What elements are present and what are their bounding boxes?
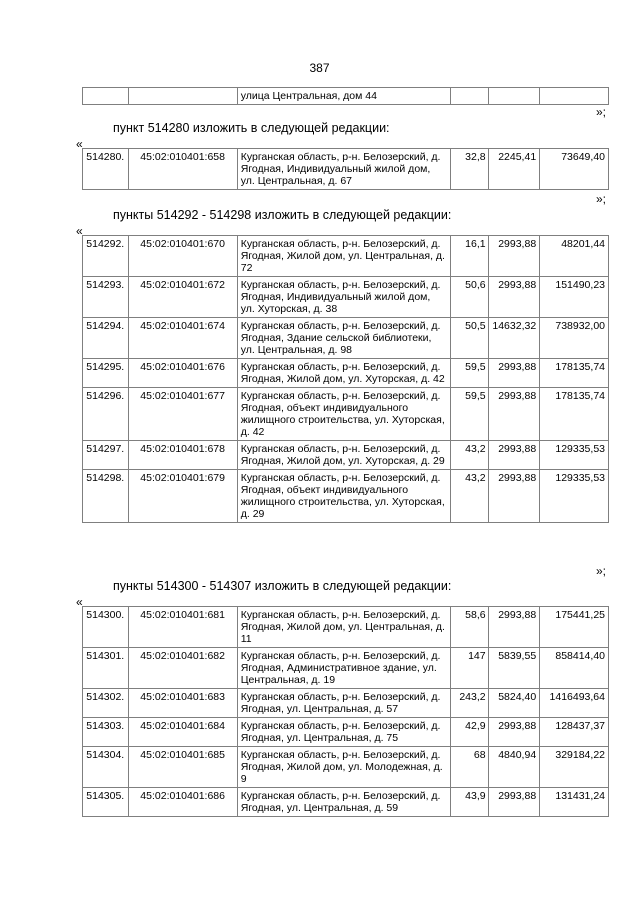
cell-cadastral-number: 45:02:010401:682 <box>128 648 237 689</box>
section-heading: пункт 514280 изложить в следующей редакции: <box>113 121 390 135</box>
cell-cadastral-number: 45:02:010401:658 <box>128 149 237 190</box>
cell-row-number: 514305. <box>83 788 129 817</box>
cell-cadastral-value: 128437,37 <box>540 718 609 747</box>
cell-cadastral-value: 178135,74 <box>540 359 609 388</box>
cell-cadastral-number: 45:02:010401:672 <box>128 277 237 318</box>
opening-quote: « <box>76 224 83 238</box>
cell-row-number: 514301. <box>83 648 129 689</box>
table-row <box>83 747 609 788</box>
table-row <box>83 441 609 470</box>
cell-unit-price: 2993,88 <box>488 470 540 523</box>
table-row <box>83 718 609 747</box>
cell-cadastral-value: 329184,22 <box>540 747 609 788</box>
cell-address: Курганская область, р-н. Белозерский, д. Ягодная, Административное здание, ул. Центральная, д. 19 <box>237 648 450 689</box>
cell-cadastral-value: 178135,74 <box>540 388 609 441</box>
page-number: 387 <box>309 61 330 75</box>
table-row <box>83 388 609 441</box>
cell-area: 59,5 <box>451 388 488 441</box>
cell-area: 59,5 <box>451 359 488 388</box>
cell-row-number <box>83 88 129 105</box>
cell-address: Курганская область, р-н. Белозерский, д. Ягодная, ул. Центральная, д. 59 <box>237 788 450 817</box>
cell-area: 50,5 <box>451 318 488 359</box>
cell-unit-price: 2993,88 <box>488 788 540 817</box>
cell-unit-price: 2993,88 <box>488 359 540 388</box>
closing-quote: »; <box>595 105 606 119</box>
cell-address: Курганская область, р-н. Белозерский, д. Ягодная, Жилой дом, ул. Хуторская, д. 29 <box>237 441 450 470</box>
cell-row-number: 514280. <box>83 149 129 190</box>
cell-address: Курганская область, р-н. Белозерский, д. Ягодная, Жилой дом, ул. Молодежная, д. 9 <box>237 747 450 788</box>
cell-row-number: 514304. <box>83 747 129 788</box>
cell-cadastral-number: 45:02:010401:679 <box>128 470 237 523</box>
section-table <box>82 235 609 523</box>
top-table <box>82 87 609 105</box>
cell-area <box>451 88 488 105</box>
cell-row-number: 514292. <box>83 236 129 277</box>
cell-row-number: 514296. <box>83 388 129 441</box>
cell-area: 43,2 <box>451 441 488 470</box>
cell-row-number: 514298. <box>83 470 129 523</box>
section-table <box>82 148 609 190</box>
table-row <box>83 359 609 388</box>
cell-cadastral-number: 45:02:010401:685 <box>128 747 237 788</box>
cell-area: 58,6 <box>451 607 488 648</box>
cell-unit-price: 2993,88 <box>488 718 540 747</box>
cell-cadastral-value: 131431,24 <box>540 788 609 817</box>
cell-address: улица Центральная, дом 44 <box>237 88 450 105</box>
cell-unit-price <box>488 88 540 105</box>
section-heading: пункты 514292 - 514298 изложить в следующей редакции: <box>113 208 452 222</box>
cell-area: 50,6 <box>451 277 488 318</box>
cell-unit-price: 14632,32 <box>488 318 540 359</box>
table-row <box>83 318 609 359</box>
cell-cadastral-number: 45:02:010401:678 <box>128 441 237 470</box>
cell-area: 43,9 <box>451 788 488 817</box>
table-row <box>83 689 609 718</box>
cell-cadastral-number: 45:02:010401:683 <box>128 689 237 718</box>
cell-area: 43,2 <box>451 470 488 523</box>
cell-address: Курганская область, р-н. Белозерский, д. Ягодная, Индивидуальный жилой дом, ул. Центральная, д. 67 <box>237 149 450 190</box>
cell-cadastral-number: 45:02:010401:676 <box>128 359 237 388</box>
cell-cadastral-value: 129335,53 <box>540 470 609 523</box>
cell-row-number: 514300. <box>83 607 129 648</box>
cell-cadastral-number <box>128 88 237 105</box>
cell-area: 147 <box>451 648 488 689</box>
table-row <box>83 149 609 190</box>
cell-address: Курганская область, р-н. Белозерский, д. Ягодная, объект индивидуального жилищного строительства, ул. Хуторская, д. 29 <box>237 470 450 523</box>
table-row <box>83 470 609 523</box>
cell-cadastral-number: 45:02:010401:674 <box>128 318 237 359</box>
closing-quote: »; <box>595 192 606 206</box>
cell-cadastral-number: 45:02:010401:677 <box>128 388 237 441</box>
cell-area: 68 <box>451 747 488 788</box>
table-row <box>83 788 609 817</box>
cell-cadastral-value: 175441,25 <box>540 607 609 648</box>
cell-unit-price: 2993,88 <box>488 236 540 277</box>
cell-cadastral-value: 738932,00 <box>540 318 609 359</box>
table-row <box>83 648 609 689</box>
cell-row-number: 514294. <box>83 318 129 359</box>
cell-cadastral-number: 45:02:010401:684 <box>128 718 237 747</box>
cell-area: 16,1 <box>451 236 488 277</box>
cell-row-number: 514302. <box>83 689 129 718</box>
cell-cadastral-value: 129335,53 <box>540 441 609 470</box>
cell-address: Курганская область, р-н. Белозерский, д. Ягодная, ул. Центральная, д. 75 <box>237 718 450 747</box>
cell-area: 243,2 <box>451 689 488 718</box>
cell-area: 32,8 <box>451 149 488 190</box>
table-row <box>83 236 609 277</box>
table-row <box>83 607 609 648</box>
section-heading: пункты 514300 - 514307 изложить в следующей редакции: <box>113 579 452 593</box>
cell-cadastral-value: 151490,23 <box>540 277 609 318</box>
cell-cadastral-number: 45:02:010401:681 <box>128 607 237 648</box>
closing-quote: »; <box>595 564 606 578</box>
cell-unit-price: 4840,94 <box>488 747 540 788</box>
cell-row-number: 514295. <box>83 359 129 388</box>
cell-address: Курганская область, р-н. Белозерский, д. Ягодная, ул. Центральная, д. 57 <box>237 689 450 718</box>
cell-address: Курганская область, р-н. Белозерский, д. Ягодная, Жилой дом, ул. Хуторская, д. 42 <box>237 359 450 388</box>
opening-quote: « <box>76 137 83 151</box>
cell-unit-price: 2993,88 <box>488 607 540 648</box>
table-row <box>83 277 609 318</box>
cell-cadastral-value: 48201,44 <box>540 236 609 277</box>
cell-row-number: 514303. <box>83 718 129 747</box>
cell-row-number: 514297. <box>83 441 129 470</box>
cell-address: Курганская область, р-н. Белозерский, д. Ягодная, Жилой дом, ул. Центральная, д. 11 <box>237 607 450 648</box>
cell-address: Курганская область, р-н. Белозерский, д. Ягодная, Жилой дом, ул. Центральная, д. 72 <box>237 236 450 277</box>
cell-cadastral-value: 1416493,64 <box>540 689 609 718</box>
cell-unit-price: 5839,55 <box>488 648 540 689</box>
cell-unit-price: 2993,88 <box>488 388 540 441</box>
cell-address: Курганская область, р-н. Белозерский, д. Ягодная, объект индивидуального жилищного строительства, ул. Хуторская, д. 42 <box>237 388 450 441</box>
cell-cadastral-value <box>540 88 609 105</box>
cell-address: Курганская область, р-н. Белозерский, д. Ягодная, Здание сельской библиотеки, ул. Центральная, д. 98 <box>237 318 450 359</box>
cell-area: 42,9 <box>451 718 488 747</box>
cell-row-number: 514293. <box>83 277 129 318</box>
section-table <box>82 606 609 817</box>
cell-cadastral-number: 45:02:010401:670 <box>128 236 237 277</box>
opening-quote: « <box>76 595 83 609</box>
cell-address: Курганская область, р-н. Белозерский, д. Ягодная, Индивидуальный жилой дом, ул. Хуторская, д. 38 <box>237 277 450 318</box>
cell-unit-price: 5824,40 <box>488 689 540 718</box>
cell-unit-price: 2245,41 <box>488 149 540 190</box>
table-row <box>83 88 609 105</box>
cell-cadastral-value: 858414,40 <box>540 648 609 689</box>
cell-cadastral-number: 45:02:010401:686 <box>128 788 237 817</box>
cell-unit-price: 2993,88 <box>488 277 540 318</box>
cell-unit-price: 2993,88 <box>488 441 540 470</box>
cell-cadastral-value: 73649,40 <box>540 149 609 190</box>
